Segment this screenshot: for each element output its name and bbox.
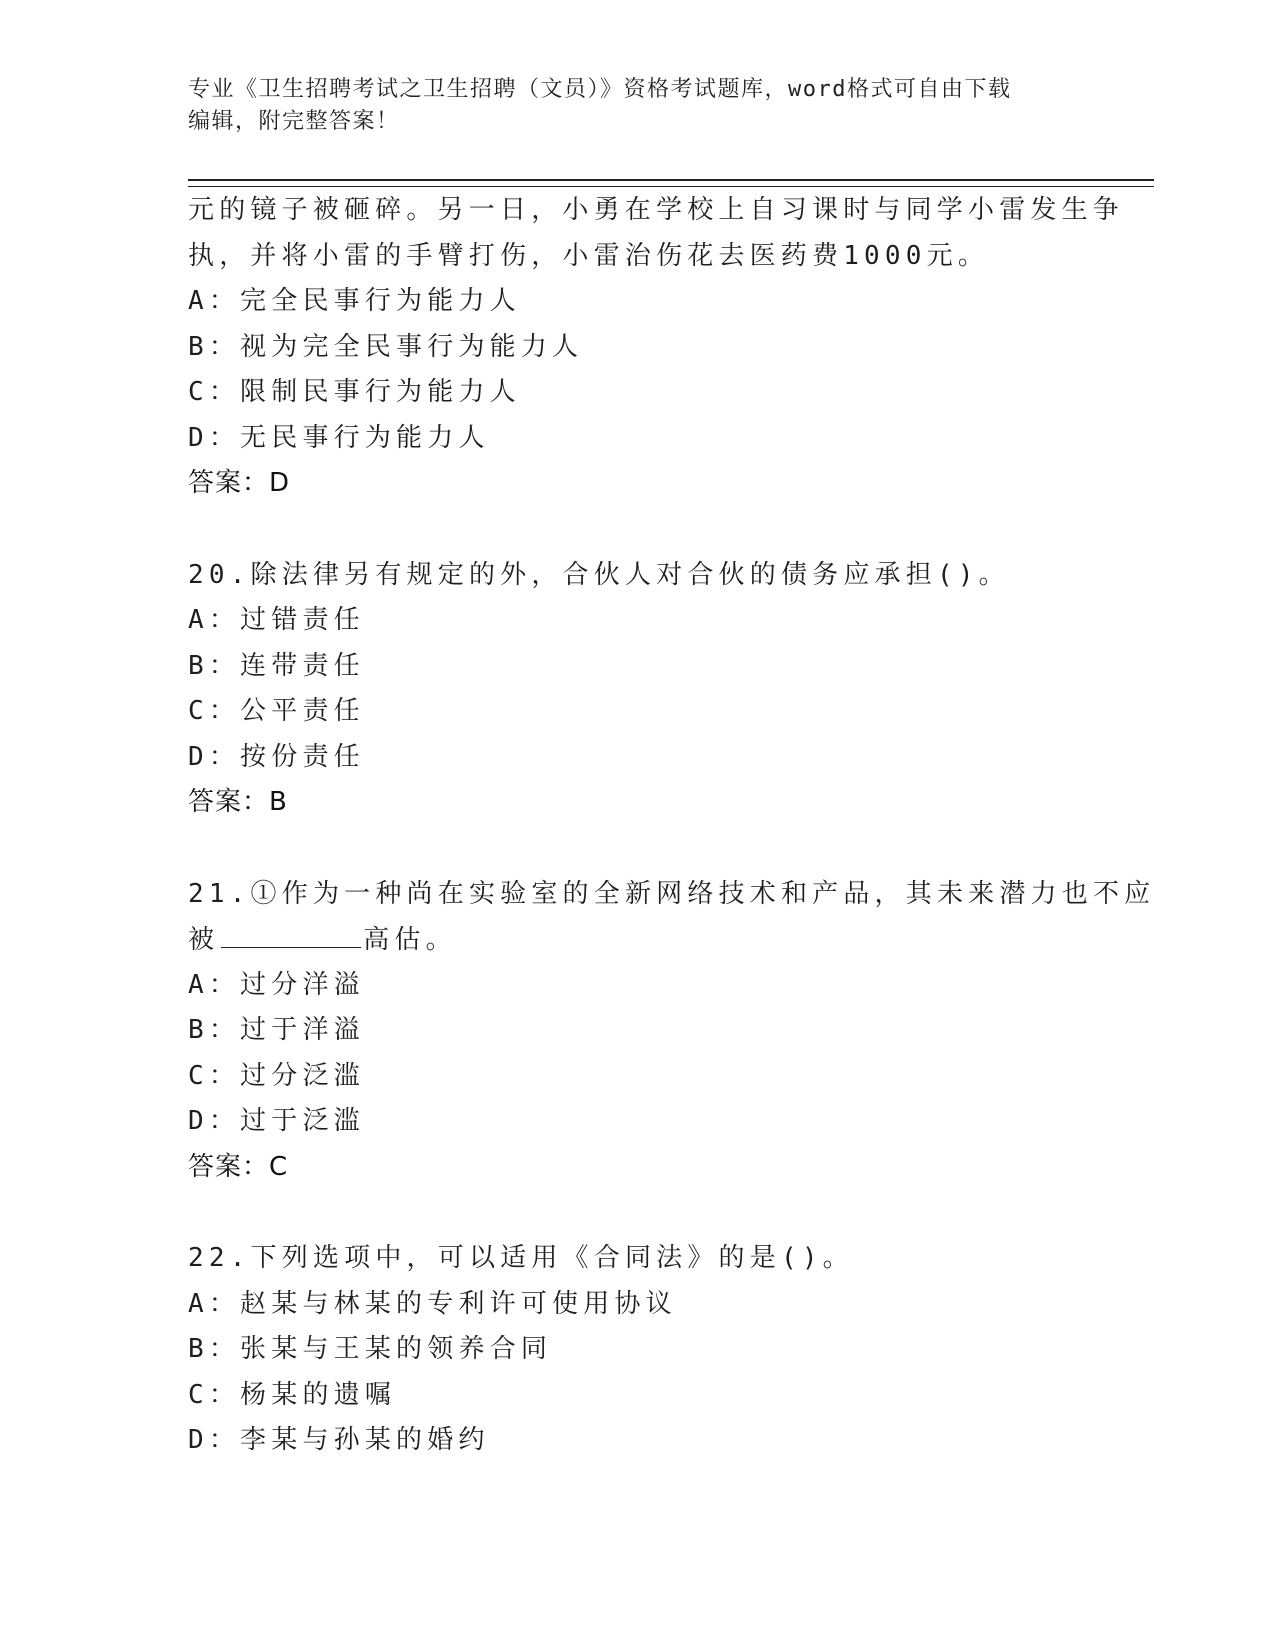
option-d: D：按份责任 bbox=[188, 741, 365, 772]
document-header bbox=[188, 74, 1068, 138]
question-stem-line: 元的镜子被砸碎。另一日，小勇在学校上自习课时与同学小雷发生争 bbox=[188, 195, 1125, 225]
question-stem-line bbox=[188, 917, 1088, 963]
option-c: C：限制民事行为能力人 bbox=[188, 377, 521, 407]
option-a: A：完全民事行为能力人 bbox=[188, 286, 521, 316]
question-content bbox=[188, 188, 1156, 1464]
question-22 bbox=[188, 1236, 1088, 1464]
question-stem: 22.下列选项中，可以适用《合同法》的是()。 bbox=[188, 1243, 854, 1273]
option-d: D：无民事行为能力人 bbox=[188, 422, 490, 453]
fill-in-blank bbox=[221, 917, 361, 948]
option-c: C：公平责任 bbox=[188, 696, 365, 726]
question-stem-line: 21.①作为一种尚在实验室的全新网络技术和产品，其未来潜力也不应 bbox=[188, 878, 1156, 909]
answer-line: 答案：D bbox=[188, 468, 291, 498]
header-divider-thin bbox=[188, 186, 1154, 187]
option-d: D：过于泛滥 bbox=[188, 1106, 365, 1136]
header-divider-thick bbox=[188, 179, 1154, 181]
option-c: C：过分泛滥 bbox=[188, 1060, 365, 1091]
stem-text-after-blank: 高估。 bbox=[363, 925, 457, 955]
spacer bbox=[188, 1190, 1088, 1236]
option-b: B：张某与王某的领养合同 bbox=[188, 1334, 553, 1364]
spacer bbox=[188, 507, 1088, 553]
answer-line: 答案：C bbox=[188, 1151, 289, 1182]
option-a: A：过分洋溢 bbox=[188, 969, 365, 1000]
question-19 bbox=[188, 188, 1125, 507]
question-20 bbox=[188, 553, 1088, 826]
option-d: D：李某与孙某的婚约 bbox=[188, 1425, 490, 1455]
question-21 bbox=[188, 872, 1156, 1191]
header-line-1: 专业《卫生招聘考试之卫生招聘（文员）》资格考试题库，word格式可自由下载 bbox=[188, 77, 1012, 102]
answer-line: 答案：B bbox=[188, 787, 288, 817]
option-a: A：过错责任 bbox=[188, 605, 365, 635]
spacer bbox=[188, 826, 1088, 872]
option-a: A：赵某与林某的专利许可使用协议 bbox=[188, 1288, 677, 1319]
question-stem-line: 执，并将小雷的手臂打伤，小雷治伤花去医药费1000元。 bbox=[188, 240, 990, 271]
option-b: B：视为完全民事行为能力人 bbox=[188, 331, 584, 362]
question-stem: 20.除法律另有规定的外，合伙人对合伙的债务应承担()。 bbox=[188, 559, 1010, 590]
stem-text-before-blank: 被 bbox=[188, 925, 220, 955]
option-b: B：连带责任 bbox=[188, 650, 365, 681]
option-b: B：过于洋溢 bbox=[188, 1015, 365, 1045]
header-line-2: 编辑，附完整答案！ bbox=[188, 109, 400, 134]
option-c: C：杨某的遗嘱 bbox=[188, 1379, 397, 1410]
